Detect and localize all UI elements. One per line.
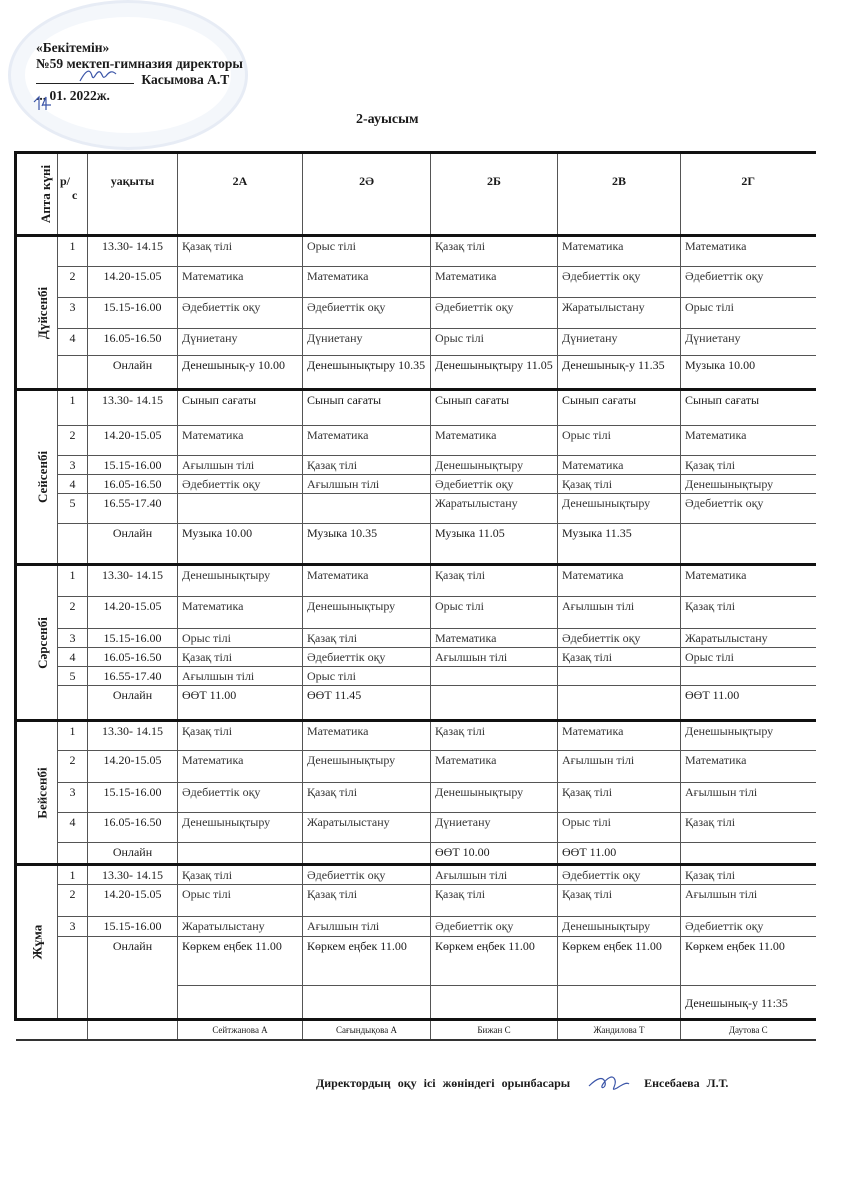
lesson-time: 14.20-15.05 (88, 597, 178, 629)
lesson-time: 14.20-15.05 (88, 885, 178, 917)
subject-cell: Математика (558, 721, 681, 751)
online-label: Онлайн (88, 524, 178, 565)
header-time: уақыты (88, 153, 178, 236)
subject-cell: Математика (558, 565, 681, 597)
signature-line (36, 72, 134, 84)
subject-cell: Денешынықтыру (303, 751, 431, 783)
subject-cell: Әдебиеттік оқу (431, 298, 558, 329)
online-subject-cell (558, 686, 681, 721)
subject-cell: Денешынықтыру (303, 597, 431, 629)
online-row (16, 937, 816, 986)
subject-cell: Математика (431, 267, 558, 298)
lesson-time: 15.15-16.00 (88, 298, 178, 329)
subject-cell: Әдебиеттік оқу (178, 783, 303, 813)
day-name: Бейсенбі (34, 766, 50, 819)
subject-cell: Математика (303, 721, 431, 751)
subject-cell: Ағылшын тілі (431, 648, 558, 667)
subject-cell: Әдебиеттік оқу (178, 298, 303, 329)
lesson-row (16, 329, 816, 356)
online-subject-cell (178, 843, 303, 865)
subject-cell: Орыс тілі (681, 648, 816, 667)
lesson-time: 14.20-15.05 (88, 426, 178, 456)
schedule-table (14, 151, 816, 1041)
header-class-2b: 2Б (431, 153, 558, 236)
lesson-row (16, 917, 816, 937)
teachers-group (16, 1020, 816, 1041)
lesson-row (16, 597, 816, 629)
lesson-number: 2 (58, 426, 88, 456)
subject-cell: Қазақ тілі (303, 783, 431, 813)
header-day: Апта күні (16, 153, 58, 236)
subject-cell: Қазақ тілі (303, 885, 431, 917)
lesson-number: 5 (58, 494, 88, 524)
online-subject-cell: ӨӨТ 11.00 (681, 686, 816, 721)
lesson-time: 16.05-16.50 (88, 475, 178, 494)
header-class-2ae: 2Ә (303, 153, 431, 236)
lesson-row (16, 721, 816, 751)
online-subject-cell: Көркем еңбек 11.00 (303, 937, 431, 986)
subject-cell: Әдебиеттік оқу (303, 865, 431, 885)
subject-cell: Қазақ тілі (178, 236, 303, 267)
online-subject-cell (681, 843, 816, 865)
deputy-signature-block (316, 1072, 728, 1096)
lesson-number: 4 (58, 648, 88, 667)
subject-cell: Ағылшын тілі (681, 783, 816, 813)
online-number-cell (58, 356, 88, 390)
table-header-row (16, 153, 816, 236)
subject-cell: Қазақ тілі (431, 721, 558, 751)
lesson-row (16, 783, 816, 813)
online-subject-cell (681, 524, 816, 565)
subject-cell: Математика (303, 565, 431, 597)
subject-cell: Қазақ тілі (431, 236, 558, 267)
lesson-time: 16.05-16.50 (88, 813, 178, 843)
subject-cell: Жаратылыстану (558, 298, 681, 329)
lesson-number: 4 (58, 329, 88, 356)
subject-cell: Қазақ тілі (303, 629, 431, 648)
lesson-number: 3 (58, 629, 88, 648)
day-group (16, 721, 816, 865)
online-subject-cell: Музыка 11.05 (431, 524, 558, 565)
subject-cell (178, 494, 303, 524)
day-name-cell (16, 236, 58, 390)
lesson-time: 13.30- 14.15 (88, 865, 178, 885)
subject-cell: Қазақ тілі (681, 597, 816, 629)
teacher-name: Жандилова Т (558, 1020, 681, 1041)
approval-date (36, 88, 243, 104)
lesson-time: 13.30- 14.15 (88, 390, 178, 426)
subject-cell: Әдебиеттік оқу (558, 267, 681, 298)
day-name-cell (16, 721, 58, 865)
subject-cell: Ағылшын тілі (303, 917, 431, 937)
teacher-name: Бижан С (431, 1020, 558, 1041)
online-subject-cell: ӨӨТ 11.00 (178, 686, 303, 721)
subject-cell: Математика (178, 426, 303, 456)
day-group (16, 865, 816, 1020)
header-class-2g: 2Г (681, 153, 816, 236)
lesson-number: 3 (58, 783, 88, 813)
online-subject-cell: ӨӨТ 10.00 (431, 843, 558, 865)
online-number-cell (58, 843, 88, 865)
subject-cell: Дүниетану (558, 329, 681, 356)
subject-cell: Орыс тілі (178, 629, 303, 648)
subject-cell (558, 667, 681, 686)
header-class-2v: 2В (558, 153, 681, 236)
subject-cell: Математика (681, 236, 816, 267)
day-name-cell (16, 390, 58, 565)
subject-cell: Әдебиеттік оқу (303, 648, 431, 667)
subject-cell: Математика (681, 751, 816, 783)
lesson-time: 13.30- 14.15 (88, 721, 178, 751)
subject-cell: Әдебиеттік оқу (558, 629, 681, 648)
lesson-time: 15.15-16.00 (88, 456, 178, 475)
lesson-time: 14.20-15.05 (88, 751, 178, 783)
subject-cell: Математика (178, 597, 303, 629)
lesson-time: 13.30- 14.15 (88, 236, 178, 267)
subject-cell: Орыс тілі (303, 236, 431, 267)
lesson-number: 3 (58, 917, 88, 937)
lesson-number: 1 (58, 236, 88, 267)
online-subject-cell: Музыка 10.35 (303, 524, 431, 565)
lesson-time: 14.20-15.05 (88, 267, 178, 298)
lesson-number: 1 (58, 721, 88, 751)
online-subject-cell: Музыка 11.35 (558, 524, 681, 565)
subject-cell: Әдебиеттік оқу (681, 267, 816, 298)
lesson-row (16, 475, 816, 494)
lesson-number: 3 (58, 456, 88, 475)
subject-cell: Орыс тілі (558, 426, 681, 456)
lesson-number: 3 (58, 298, 88, 329)
subject-cell: Дүниетану (303, 329, 431, 356)
subject-cell: Қазақ тілі (178, 648, 303, 667)
subject-cell: Әдебиеттік оқу (431, 917, 558, 937)
subject-cell: Ағылшын тілі (558, 751, 681, 783)
online-label: Онлайн (88, 937, 178, 1020)
subject-cell: Жаратылыстану (681, 629, 816, 648)
lesson-row (16, 236, 816, 267)
subject-cell: Қазақ тілі (303, 456, 431, 475)
deputy-name: Енсебаева Л.Т. (644, 1075, 729, 1090)
subject-cell: Математика (303, 267, 431, 298)
online-subject-cell: Денешынық-у 11.35 (558, 356, 681, 390)
subject-cell: Математика (178, 267, 303, 298)
subject-cell: Сынып сағаты (431, 390, 558, 426)
online-subject-cell: Көркем еңбек 11.00 (178, 937, 303, 986)
shift-title: 2-ауысым (356, 112, 419, 127)
approval-block (36, 40, 243, 104)
online-subject-cell: Денешынық-у 11:35 (681, 986, 816, 1020)
subject-cell: Қазақ тілі (558, 648, 681, 667)
subject-cell: Математика (681, 426, 816, 456)
deputy-signature-icon (587, 1072, 631, 1096)
director-signature-icon (78, 66, 118, 84)
teacher-name: Сағындықова А (303, 1020, 431, 1041)
lesson-number: 5 (58, 667, 88, 686)
lesson-row (16, 390, 816, 426)
director-name: Касымова А.Т (141, 72, 230, 87)
subject-cell: Денешынықтыру (681, 721, 816, 751)
director-line (36, 72, 243, 88)
lesson-row (16, 298, 816, 329)
subject-cell: Денешынықтыру (431, 456, 558, 475)
online-row (16, 843, 816, 865)
subject-cell: Қазақ тілі (431, 565, 558, 597)
teachers-empty-time-cell (88, 1020, 178, 1041)
subject-cell: Орыс тілі (178, 885, 303, 917)
teachers-row (16, 1020, 816, 1041)
day-name: Сәрсенбі (34, 616, 50, 669)
online-subject-cell (303, 986, 431, 1020)
online-subject-cell: Көркем еңбек 11.00 (681, 937, 816, 986)
subject-cell: Математика (431, 629, 558, 648)
day-name: Сейсенбі (35, 450, 51, 504)
date-text: ... 01. 2022ж. (36, 88, 110, 103)
online-subject-cell: Денешынықтыру 11.05 (431, 356, 558, 390)
subject-cell: Қазақ тілі (681, 813, 816, 843)
subject-cell: Жаратылыстану (431, 494, 558, 524)
subject-cell: Әдебиеттік оқу (178, 475, 303, 494)
lesson-number: 2 (58, 751, 88, 783)
subject-cell: Математика (178, 751, 303, 783)
day-group (16, 390, 816, 565)
subject-cell: Қазақ тілі (178, 865, 303, 885)
online-number-cell (58, 524, 88, 565)
subject-cell: Қазақ тілі (558, 475, 681, 494)
subject-cell: Математика (558, 456, 681, 475)
subject-cell: Дүниетану (178, 329, 303, 356)
subject-cell: Сынып сағаты (558, 390, 681, 426)
online-subject-cell (558, 986, 681, 1020)
lesson-time: 15.15-16.00 (88, 917, 178, 937)
online-subject-cell: ӨӨТ 11.00 (558, 843, 681, 865)
lesson-number: 2 (58, 885, 88, 917)
lesson-time: 16.05-16.50 (88, 329, 178, 356)
online-row (16, 524, 816, 565)
subject-cell: Ағылшын тілі (303, 475, 431, 494)
lesson-row (16, 494, 816, 524)
lesson-time: 15.15-16.00 (88, 783, 178, 813)
lesson-row (16, 813, 816, 843)
subject-cell: Жаратылыстану (303, 813, 431, 843)
subject-cell: Математика (681, 565, 816, 597)
online-row (16, 356, 816, 390)
online-subject-cell (178, 986, 303, 1020)
online-label: Онлайн (88, 356, 178, 390)
subject-cell: Дүниетану (681, 329, 816, 356)
online-row (16, 686, 816, 721)
online-subject-cell (431, 986, 558, 1020)
lesson-time: 13.30- 14.15 (88, 565, 178, 597)
subject-cell: Математика (558, 236, 681, 267)
lesson-number: 2 (58, 267, 88, 298)
lesson-number: 4 (58, 475, 88, 494)
day-group (16, 565, 816, 721)
deputy-title: Директордың оқу ісі жөніндегі орынбасары (316, 1075, 571, 1090)
subject-cell (431, 667, 558, 686)
approval-title: «Бекітемін» (36, 40, 110, 55)
subject-cell: Денешынықтыру (178, 813, 303, 843)
teacher-name: Даутова С (681, 1020, 816, 1041)
lesson-time: 16.55-17.40 (88, 494, 178, 524)
subject-cell: Ағылшын тілі (178, 456, 303, 475)
subject-cell: Жаратылыстану (178, 917, 303, 937)
lesson-number: 2 (58, 597, 88, 629)
subject-cell: Қазақ тілі (431, 885, 558, 917)
lesson-number: 1 (58, 565, 88, 597)
online-number-cell (58, 686, 88, 721)
lesson-time: 15.15-16.00 (88, 629, 178, 648)
lesson-row (16, 629, 816, 648)
subject-cell: Қазақ тілі (681, 865, 816, 885)
subject-cell: Ағылшын тілі (681, 885, 816, 917)
lesson-row (16, 456, 816, 475)
lesson-number: 1 (58, 865, 88, 885)
subject-cell: Денешынықтыру (681, 475, 816, 494)
subject-cell: Сынып сағаты (303, 390, 431, 426)
subject-cell: Орыс тілі (558, 813, 681, 843)
subject-cell: Қазақ тілі (178, 721, 303, 751)
lesson-row (16, 426, 816, 456)
header-number: р/ с (58, 153, 88, 236)
subject-cell (681, 667, 816, 686)
lesson-row (16, 667, 816, 686)
subject-cell: Денешынықтыру (431, 783, 558, 813)
online-subject-cell: ӨӨТ 11.45 (303, 686, 431, 721)
subject-cell: Дүниетану (431, 813, 558, 843)
day-name: Жұма (29, 924, 44, 960)
subject-cell: Ағылшын тілі (431, 865, 558, 885)
subject-cell: Әдебиеттік оқу (558, 865, 681, 885)
day-name-cell (16, 565, 58, 721)
subject-cell (303, 494, 431, 524)
lesson-number: 1 (58, 390, 88, 426)
subject-cell: Орыс тілі (431, 329, 558, 356)
teacher-name: Сейтжанова А (178, 1020, 303, 1041)
lesson-row (16, 565, 816, 597)
lesson-row (16, 648, 816, 667)
subject-cell: Әдебиеттік оқу (681, 917, 816, 937)
handwritten-date-icon (32, 94, 56, 112)
online-subject-cell: Музыка 10.00 (681, 356, 816, 390)
lesson-row (16, 885, 816, 917)
subject-cell: Ағылшын тілі (178, 667, 303, 686)
online-subject-cell: Көркем еңбек 11.00 (431, 937, 558, 986)
lesson-time: 16.55-17.40 (88, 667, 178, 686)
subject-cell: Денешынықтыру (558, 494, 681, 524)
online-label: Онлайн (88, 843, 178, 865)
teachers-empty-cell (16, 1020, 88, 1041)
school-line: №59 мектеп-гимназия директоры (36, 56, 243, 71)
lesson-row (16, 865, 816, 885)
subject-cell: Орыс тілі (303, 667, 431, 686)
day-group (16, 236, 816, 390)
online-subject-cell: Денешынықтыру 10.35 (303, 356, 431, 390)
subject-cell: Орыс тілі (431, 597, 558, 629)
lesson-number: 4 (58, 813, 88, 843)
lesson-time: 16.05-16.50 (88, 648, 178, 667)
online-label: Онлайн (88, 686, 178, 721)
subject-cell: Ағылшын тілі (558, 597, 681, 629)
day-name-cell (16, 865, 58, 1020)
subject-cell: Сынып сағаты (178, 390, 303, 426)
subject-cell: Орыс тілі (681, 298, 816, 329)
day-name: Дүйсенбі (35, 286, 51, 339)
lesson-row (16, 267, 816, 298)
subject-cell: Денешынықтыру (178, 565, 303, 597)
online-number-cell (58, 937, 88, 1020)
lesson-row (16, 751, 816, 783)
subject-cell: Математика (431, 426, 558, 456)
subject-cell: Математика (303, 426, 431, 456)
online-subject-cell (431, 686, 558, 721)
subject-cell: Математика (431, 751, 558, 783)
subject-cell: Әдебиеттік оқу (303, 298, 431, 329)
header-class-2a: 2А (178, 153, 303, 236)
subject-cell: Сынып сағаты (681, 390, 816, 426)
online-subject-cell: Музыка 10.00 (178, 524, 303, 565)
subject-cell: Әдебиеттік оқу (431, 475, 558, 494)
online-subject-cell (303, 843, 431, 865)
online-subject-cell: Көркем еңбек 11.00 (558, 937, 681, 986)
subject-cell: Қазақ тілі (681, 456, 816, 475)
online-subject-cell: Денешынық-у 10.00 (178, 356, 303, 390)
subject-cell: Қазақ тілі (558, 885, 681, 917)
subject-cell: Әдебиеттік оқу (681, 494, 816, 524)
subject-cell: Қазақ тілі (558, 783, 681, 813)
subject-cell: Денешынықтыру (558, 917, 681, 937)
